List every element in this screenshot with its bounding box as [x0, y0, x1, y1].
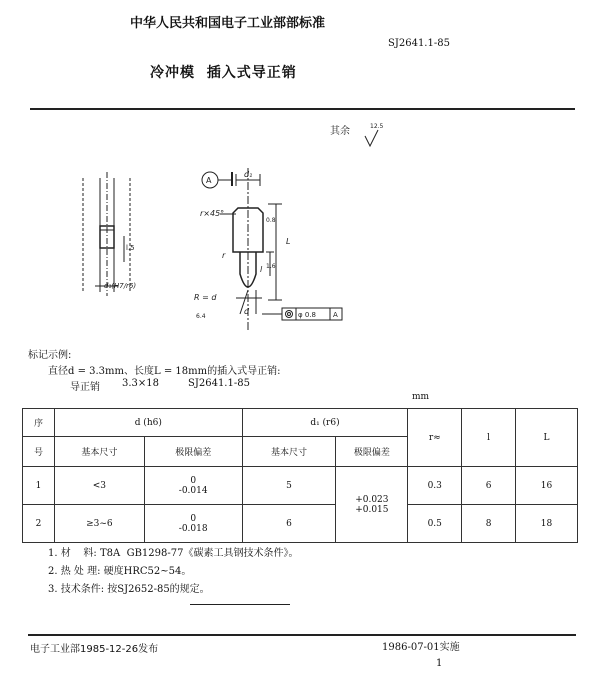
dim-r: r	[222, 251, 226, 260]
dim-l: l	[260, 265, 263, 274]
row-d1-basic: 5	[242, 467, 336, 505]
row-l: 8	[462, 505, 516, 543]
header-d-dev: 极限偏差	[144, 437, 242, 467]
row-d-dev: 0 -0.014	[144, 467, 242, 505]
header-d1-dev: 极限偏差	[336, 437, 408, 467]
row-d-dev: 0 -0.018	[144, 505, 242, 543]
row-no: 1	[23, 467, 55, 505]
row-r: 0.5	[408, 505, 462, 543]
marking-name: 导正销	[70, 382, 100, 393]
datum-label: A	[206, 176, 212, 185]
dim-l5: l.5	[126, 244, 135, 252]
roughness-16: 1.6	[266, 263, 276, 270]
header-L: L	[516, 409, 578, 467]
roughness-08: 0.8	[266, 217, 276, 224]
effective-date: 1986-07-01实施	[382, 642, 460, 653]
marking-std: SJ2641.1-85	[188, 378, 250, 389]
header-r: r≈	[408, 409, 462, 467]
row-l: 6	[462, 467, 516, 505]
roughness-value: 12.5	[370, 123, 384, 130]
end-rule	[190, 604, 290, 605]
dim-d1-fit: d₁(H7/r6)	[104, 282, 137, 290]
row-d-basic: <3	[54, 467, 144, 505]
header-seq-no: 号	[23, 437, 55, 467]
marking-heading: 标记示例:	[28, 350, 72, 361]
page-number: 1	[436, 658, 443, 669]
header-l: l	[462, 409, 516, 467]
roughness-symbol	[365, 130, 378, 146]
unit-label: mm	[412, 392, 430, 402]
d1-deviation: +0.023 +0.015	[336, 467, 408, 543]
header-d1: d₁ (r6)	[242, 409, 408, 437]
dim-d: d	[244, 307, 250, 316]
dim-d1: d₁	[244, 170, 253, 179]
roughness-label: 其余	[330, 126, 350, 137]
header-d-basic: 基本尺寸	[54, 437, 144, 467]
note-technical: 3. 技术条件: 按SJ2652-85的规定。	[48, 584, 210, 595]
document-title: 冷冲模 插入式导正销	[150, 65, 297, 81]
chamfer-label: r×45°	[200, 209, 225, 218]
header-seq: 序	[23, 409, 55, 437]
row-L: 16	[516, 467, 578, 505]
issue-date: 电子工业部1985-12-26发布	[30, 644, 159, 655]
radius-label: R = d	[194, 293, 217, 302]
marking-line1: 直径d = 3.3mm、长度L = 18mm的插入式导正销:	[48, 366, 281, 377]
marking-size: 3.3×18	[122, 378, 160, 389]
header-d: d (h6)	[54, 409, 242, 437]
table-row	[23, 505, 578, 543]
tolerance-value: φ 0.8	[298, 311, 316, 319]
row-d-basic: ≥3~6	[54, 505, 144, 543]
standard-number: SJ2641.1-85	[388, 38, 450, 49]
row-L: 18	[516, 505, 578, 543]
note-material: 1. 材 料: T8A GB1298-77《碳素工具钢技术条件》。	[48, 548, 299, 559]
tolerance-datum: A	[333, 311, 338, 319]
pin-drawing	[0, 110, 600, 345]
row-no: 2	[23, 505, 55, 543]
table-row	[23, 467, 578, 505]
row-d1-basic: 6	[242, 505, 336, 543]
spec-table	[22, 408, 578, 543]
footer-rule	[28, 634, 576, 636]
roughness-64: 6.4	[196, 313, 206, 320]
note-heat-treatment: 2. 热 处 理: 硬度HRC52~54。	[48, 566, 192, 577]
org-title: 中华人民共和国电子工业部部标准	[130, 16, 326, 31]
dim-L: L	[286, 237, 291, 246]
row-r: 0.3	[408, 467, 462, 505]
header-d1-basic: 基本尺寸	[242, 437, 336, 467]
